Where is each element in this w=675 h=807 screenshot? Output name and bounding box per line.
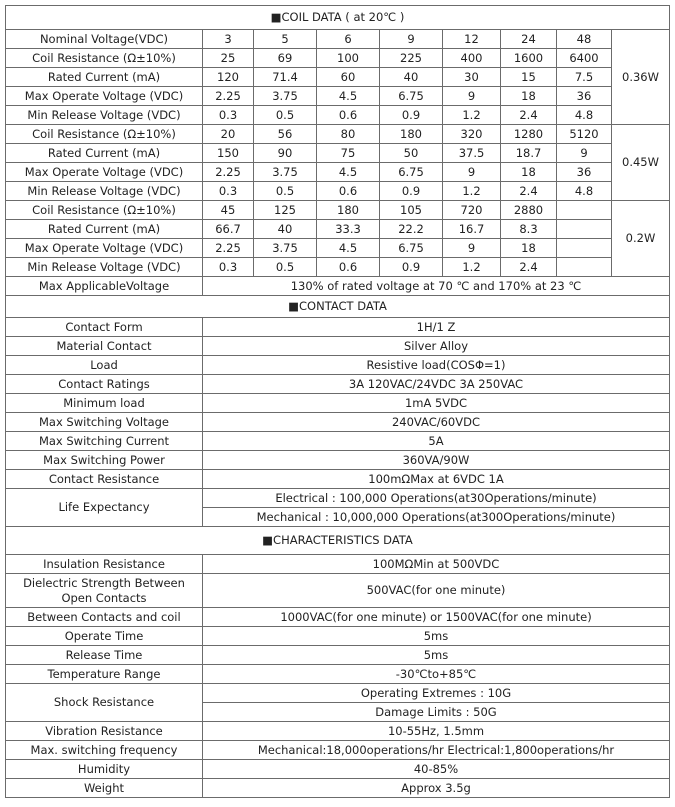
coil-value: 2.25: [203, 87, 254, 106]
coil-value: 0.6: [317, 106, 380, 125]
coil-value: 1.2: [443, 182, 501, 201]
nominal-voltage-value: 9: [380, 30, 443, 49]
coil-value: 36: [557, 87, 612, 106]
coil-value: 1.2: [443, 258, 501, 277]
coil-value: 3.75: [254, 239, 317, 258]
contact-row: [6, 318, 670, 337]
coil-value: 105: [380, 201, 443, 220]
row-label: Max Operate Voltage (VDC): [6, 163, 203, 182]
section-header-characteristics: [6, 527, 670, 555]
coil-power-1: 0.45W: [612, 125, 670, 201]
nominal-voltage-value: 12: [443, 30, 501, 49]
coil-value: 0.9: [380, 182, 443, 201]
coil-value: 18: [501, 163, 557, 182]
row-label: Max Switching Current: [6, 432, 203, 451]
nominal-voltage-value: 5: [254, 30, 317, 49]
coil-value: 125: [254, 201, 317, 220]
coil-value: 40: [254, 220, 317, 239]
nominal-voltage-value: 6: [317, 30, 380, 49]
coil-value: 6.75: [380, 163, 443, 182]
coil-value: 0.9: [380, 258, 443, 277]
coil-value: 4.5: [317, 87, 380, 106]
coil-value: 36: [557, 163, 612, 182]
char-value: 40-85%: [203, 760, 670, 779]
row-label: Between Contacts and coil: [6, 608, 203, 627]
char-row: [6, 627, 670, 646]
coil-value: 100: [317, 49, 380, 68]
coil-value: 3.75: [254, 163, 317, 182]
char-row: [6, 646, 670, 665]
coil-row: [6, 182, 670, 201]
coil-value: 9: [443, 87, 501, 106]
coil-value: 320: [443, 125, 501, 144]
max-applicable-voltage-row: [6, 277, 670, 296]
coil-value: 180: [317, 201, 380, 220]
coil-value: 16.7: [443, 220, 501, 239]
coil-value: 9: [557, 144, 612, 163]
row-label: Max Operate Voltage (VDC): [6, 239, 203, 258]
char-value: 5ms: [203, 627, 670, 646]
contact-row: [6, 394, 670, 413]
char-row: [6, 665, 670, 684]
coil-value: 30: [443, 68, 501, 87]
nominal-voltage-value: 24: [501, 30, 557, 49]
row-label: Release Time: [6, 646, 203, 665]
coil-data-title: ■COIL DATA ( at 20℃ ): [6, 6, 670, 30]
row-label: Coil Resistance (Ω±10%): [6, 125, 203, 144]
contact-row: [6, 470, 670, 489]
coil-value: 1280: [501, 125, 557, 144]
coil-value: [557, 201, 612, 220]
coil-value: [557, 239, 612, 258]
coil-row: [6, 68, 670, 87]
coil-value: 25: [203, 49, 254, 68]
coil-value: 4.5: [317, 239, 380, 258]
row-label: Max Switching Power: [6, 451, 203, 470]
coil-value: 18: [501, 87, 557, 106]
row-label: Rated Current (mA): [6, 68, 203, 87]
contact-value: 1mA 5VDC: [203, 394, 670, 413]
coil-value: 37.5: [443, 144, 501, 163]
row-label: Load: [6, 356, 203, 375]
row-label: Min Release Voltage (VDC): [6, 106, 203, 125]
row-label: Weight: [6, 779, 203, 798]
coil-value: 0.5: [254, 258, 317, 277]
row-label: Coil Resistance (Ω±10%): [6, 49, 203, 68]
coil-row: [6, 106, 670, 125]
coil-power-2: 0.2W: [612, 201, 670, 277]
coil-value: 71.4: [254, 68, 317, 87]
coil-value: 9: [443, 239, 501, 258]
coil-value: 15: [501, 68, 557, 87]
coil-value: 7.5: [557, 68, 612, 87]
relay-spec-table: [5, 5, 670, 798]
coil-value: 2.4: [501, 182, 557, 201]
dielectric-row: [6, 574, 670, 608]
coil-value: 33.3: [317, 220, 380, 239]
coil-value: 1.2: [443, 106, 501, 125]
coil-value: 180: [380, 125, 443, 144]
coil-value: 4.8: [557, 182, 612, 201]
coil-row: [6, 87, 670, 106]
coil-value: 90: [254, 144, 317, 163]
row-label: Contact Resistance: [6, 470, 203, 489]
contact-row: [6, 451, 670, 470]
coil-value: 720: [443, 201, 501, 220]
contact-value: 5A: [203, 432, 670, 451]
section-header-coil: [6, 6, 670, 30]
row-label: Max. switching frequency: [6, 741, 203, 760]
coil-value: [557, 220, 612, 239]
coil-value: 4.5: [317, 163, 380, 182]
row-label: Dielectric Strength Between Open Contacts: [6, 574, 203, 608]
row-label: Life Expectancy: [6, 489, 203, 527]
coil-value: 56: [254, 125, 317, 144]
coil-nominal-voltage-row: [6, 30, 670, 49]
contact-row: [6, 413, 670, 432]
row-label: Minimum load: [6, 394, 203, 413]
row-label: Max ApplicableVoltage: [6, 277, 203, 296]
coil-power-0: 0.36W: [612, 30, 670, 125]
char-value: 1000VAC(for one minute) or 1500VAC(for one minute): [203, 608, 670, 627]
char-value: 500VAC(for one minute): [203, 574, 670, 608]
row-label: Min Release Voltage (VDC): [6, 258, 203, 277]
contact-value: 360VA/90W: [203, 451, 670, 470]
coil-value: 50: [380, 144, 443, 163]
coil-value: 120: [203, 68, 254, 87]
coil-value: 4.8: [557, 106, 612, 125]
row-label: Rated Current (mA): [6, 220, 203, 239]
contact-data-title: ■CONTACT DATA: [6, 296, 670, 318]
contact-row: [6, 337, 670, 356]
char-row: [6, 779, 670, 798]
life-electrical: Electrical : 100,000 Operations(at30Operations/minute): [203, 489, 670, 508]
contact-row: [6, 375, 670, 394]
coil-value: 3.75: [254, 87, 317, 106]
row-label: Coil Resistance (Ω±10%): [6, 201, 203, 220]
coil-value: 60: [317, 68, 380, 87]
char-value: 5ms: [203, 646, 670, 665]
row-label: Operate Time: [6, 627, 203, 646]
characteristics-data-title: ■CHARACTERISTICS DATA: [6, 527, 670, 555]
char-value: 10-55Hz, 1.5mm: [203, 722, 670, 741]
nominal-voltage-value: 3: [203, 30, 254, 49]
coil-value: 0.5: [254, 182, 317, 201]
row-label: Contact Ratings: [6, 375, 203, 394]
coil-value: 0.3: [203, 106, 254, 125]
row-label: Max Operate Voltage (VDC): [6, 87, 203, 106]
shock-damage: Damage Limits : 50G: [203, 703, 670, 722]
contact-value: 3A 120VAC/24VDC 3A 250VAC: [203, 375, 670, 394]
contact-row: [6, 356, 670, 375]
coil-row: [6, 125, 670, 144]
char-row: [6, 760, 670, 779]
row-label: Max Switching Voltage: [6, 413, 203, 432]
coil-value: 0.3: [203, 182, 254, 201]
coil-value: 9: [443, 163, 501, 182]
coil-value: 75: [317, 144, 380, 163]
char-value: -30℃to+85℃: [203, 665, 670, 684]
max-applicable-value: 130% of rated voltage at 70 ℃ and 170% at 23 ℃: [203, 277, 670, 296]
coil-value: 66.7: [203, 220, 254, 239]
coil-value: 2.4: [501, 106, 557, 125]
coil-value: 22.2: [380, 220, 443, 239]
life-expectancy-row: [6, 489, 670, 508]
row-label: Vibration Resistance: [6, 722, 203, 741]
coil-value: 80: [317, 125, 380, 144]
coil-row: [6, 163, 670, 182]
coil-value: 6.75: [380, 239, 443, 258]
coil-row: [6, 220, 670, 239]
contact-value: Silver Alloy: [203, 337, 670, 356]
row-label: Min Release Voltage (VDC): [6, 182, 203, 201]
coil-value: 69: [254, 49, 317, 68]
coil-value: 2880: [501, 201, 557, 220]
contact-value: 1H/1 Z: [203, 318, 670, 337]
coil-row: [6, 49, 670, 68]
life-mechanical: Mechanical : 10,000,000 Operations(at300Operations/minute): [203, 508, 670, 527]
coil-value: 45: [203, 201, 254, 220]
coil-value: 1600: [501, 49, 557, 68]
coil-value: 18: [501, 239, 557, 258]
contact-value: 240VAC/60VDC: [203, 413, 670, 432]
coil-value: 40: [380, 68, 443, 87]
row-label: Contact Form: [6, 318, 203, 337]
coil-value: 0.9: [380, 106, 443, 125]
nominal-voltage-value: 48: [557, 30, 612, 49]
char-row: [6, 741, 670, 760]
coil-value: 0.3: [203, 258, 254, 277]
row-label: Temperature Range: [6, 665, 203, 684]
row-label: Rated Current (mA): [6, 144, 203, 163]
coil-value: [557, 258, 612, 277]
coil-value: 6400: [557, 49, 612, 68]
coil-value: 150: [203, 144, 254, 163]
coil-value: 400: [443, 49, 501, 68]
coil-value: 2.25: [203, 163, 254, 182]
row-label: Insulation Resistance: [6, 555, 203, 574]
coil-value: 2.4: [501, 258, 557, 277]
char-row: [6, 722, 670, 741]
row-label: Humidity: [6, 760, 203, 779]
char-value: 100MΩMin at 500VDC: [203, 555, 670, 574]
contact-value: Resistive load(COSΦ=1): [203, 356, 670, 375]
coil-value: 6.75: [380, 87, 443, 106]
coil-value: 225: [380, 49, 443, 68]
coil-value: 0.6: [317, 258, 380, 277]
section-header-contact: [6, 296, 670, 318]
coil-value: 2.25: [203, 239, 254, 258]
coil-value: 0.5: [254, 106, 317, 125]
coil-value: 18.7: [501, 144, 557, 163]
coil-value: 5120: [557, 125, 612, 144]
char-row: [6, 608, 670, 627]
row-label: Material Contact: [6, 337, 203, 356]
coil-value: 8.3: [501, 220, 557, 239]
coil-value: 0.6: [317, 182, 380, 201]
char-value: Approx 3.5g: [203, 779, 670, 798]
char-value: Mechanical:18,000operations/hr Electrical:1,800operations/hr: [203, 741, 670, 760]
coil-row: [6, 239, 670, 258]
coil-row: [6, 258, 670, 277]
coil-row: [6, 201, 670, 220]
row-label: Shock Resistance: [6, 684, 203, 722]
shock-row: [6, 684, 670, 703]
shock-operating: Operating Extremes : 10G: [203, 684, 670, 703]
contact-row: [6, 432, 670, 451]
insulation-row: [6, 555, 670, 574]
contact-value: 100mΩMax at 6VDC 1A: [203, 470, 670, 489]
coil-row: [6, 144, 670, 163]
coil-value: 20: [203, 125, 254, 144]
row-label: Nominal Voltage(VDC): [6, 30, 203, 49]
